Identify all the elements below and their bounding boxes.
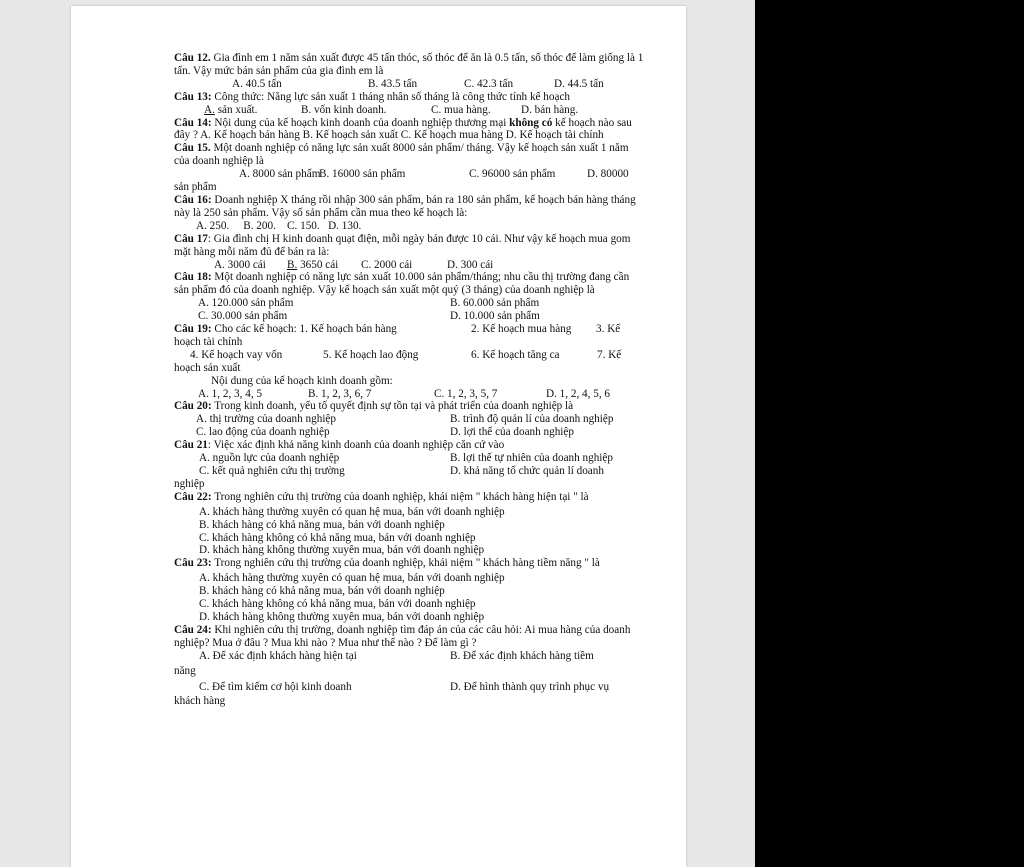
plan-item-3: 3. Kế xyxy=(596,323,621,336)
option-a: A. Để xác định khách hàng hiện tại xyxy=(199,649,357,662)
option-b: B. khách hàng có khả năng mua, bán với doanh nghiệp xyxy=(199,585,445,598)
option-c: C. 96000 sản phẩm xyxy=(469,168,556,181)
question-label: Câu 17 xyxy=(174,232,208,245)
q22-options xyxy=(174,506,644,558)
q18-options-row1 xyxy=(174,297,644,310)
option-b: 3650 cái xyxy=(297,258,339,271)
q16-options: A. 250. B. 200. C. 150. D. 130. xyxy=(196,219,362,232)
plan-item-7-continued: hoạch sản xuất xyxy=(174,361,241,374)
option-b: B. 60.000 sản phẩm xyxy=(450,297,540,310)
option-c: C. 42.3 tấn xyxy=(464,77,514,90)
question-label: Câu 24: xyxy=(174,623,212,636)
question-stem: Nội dung của kế hoạch kinh doanh gồm: xyxy=(211,374,393,387)
question-12 xyxy=(174,52,644,78)
question-emphasis: không có xyxy=(509,116,553,129)
plan-item-7: 7. Kế xyxy=(597,348,622,361)
q21-options-row1 xyxy=(174,452,644,465)
question-14 xyxy=(174,117,644,143)
option-a: A. khách hàng thường xuyên có quan hệ mua, bán với doanh nghiệp xyxy=(199,505,505,518)
question-text: Trong nghiên cứu thị trường của doanh nghiệp, khái niệm " khách hàng hiện tại " là xyxy=(211,490,589,503)
option-a: A. 1, 2, 3, 4, 5 xyxy=(198,387,263,400)
q17-options xyxy=(174,259,644,272)
question-label: Câu 22: xyxy=(174,490,212,503)
question-text: Cho các kế hoạch: 1. Kế hoạch bán hàng xyxy=(211,323,397,336)
question-22 xyxy=(174,491,644,504)
q20-options-row2 xyxy=(174,426,644,439)
option-b: B. lợi thế tự nhiên của doanh nghiệp xyxy=(450,452,613,465)
question-label: Câu 23: xyxy=(174,557,212,570)
option-c: C. khách hàng không có khả năng mua, bán với doanh nghiệp xyxy=(199,598,476,611)
option-b-continued: năng xyxy=(174,664,196,677)
q12-options xyxy=(174,78,644,91)
question-label: Câu 19: xyxy=(174,323,212,336)
question-15 xyxy=(174,142,644,168)
option-d: D. Để hình thành quy trình phục vụ xyxy=(450,680,610,693)
question-19 xyxy=(174,323,644,336)
plan-item-3-continued: hoạch tài chính xyxy=(174,335,243,348)
document-content xyxy=(174,52,644,708)
question-text: Công thức: Năng lực sản xuất 1 tháng nhân số tháng là công thức tính kế hoạch xyxy=(211,90,571,103)
option-b: B. vốn kinh doanh. xyxy=(301,103,387,116)
question-label: Câu 15. xyxy=(174,142,211,155)
option-b: B. trình độ quản lí của doanh nghiệp xyxy=(450,413,614,426)
option-c: C. mua hàng. xyxy=(431,103,491,116)
option-b: B. Để xác định khách hàng tiềm xyxy=(450,649,594,662)
question-18 xyxy=(174,271,644,297)
option-a: A. 8000 sản phẩm xyxy=(239,168,321,181)
option-a-letter: A. xyxy=(204,103,215,116)
option-a: A. khách hàng thường xuyên có quan hệ mua, bán với doanh nghiệp xyxy=(199,572,505,585)
q23-options xyxy=(174,572,644,624)
question-text: Gia đình em 1 năm sản xuất được 45 tấn thóc, số thóc để ăn là 0.5 tấn, số thóc để làm giống là 1 tấn. Vậy mức bán sản phẩm của gia đình em là xyxy=(174,52,644,77)
side-panel-dark xyxy=(755,0,1024,867)
question-13 xyxy=(174,91,644,104)
question-16 xyxy=(174,194,644,220)
option-b: B. 43.5 tấn xyxy=(368,77,418,90)
question-text: Khi nghiên cứu thị trường, doanh nghiệp tìm đáp án của các câu hỏi: Ai mua hàng của doanh nghiệp? Mua ở đâu ? Mua khi nào ? Mua như thế nào ? Để làm gì ? xyxy=(174,623,631,649)
option-d: D. 44.5 tấn xyxy=(554,77,604,90)
question-text: Trong nghiên cứu thị trường của doanh nghiệp, khái niệm " khách hàng tiềm năng " là xyxy=(211,557,600,570)
option-d: D. khả năng tổ chức quản lí doanh xyxy=(450,465,604,477)
question-text: Nội dung của kế hoạch kinh doanh của doanh nghiệp thương mại xyxy=(211,116,510,129)
plan-item-2: 2. Kế hoạch mua hàng xyxy=(471,323,572,336)
q20-options-row1 xyxy=(174,413,644,426)
option-a: A. 40.5 tấn xyxy=(232,77,282,90)
option-a: A. 3000 cái xyxy=(214,258,266,271)
question-23 xyxy=(174,557,644,570)
plan-item-6: 6. Kế hoạch tăng ca xyxy=(471,348,560,361)
option-b-letter: B. xyxy=(287,258,298,271)
option-c: C. Để tìm kiếm cơ hội kinh doanh xyxy=(199,680,352,693)
option-d: D. 10.000 sản phẩm xyxy=(450,310,540,323)
option-b: B. 16000 sản phẩm xyxy=(319,168,406,181)
option-d-continued: nghiệp xyxy=(174,477,205,490)
option-b: B. khách hàng có khả năng mua, bán với doanh nghiệp xyxy=(199,518,445,531)
option-c: C. 1, 2, 3, 5, 7 xyxy=(434,387,498,400)
question-text: : Gia đình chị H kinh doanh quạt điện, mỗi ngày bán được 10 cái. Như vậy kế hoạch mua gom mặt hàng mỗi năm đủ để bán ra là: xyxy=(174,232,631,258)
option-c: C. 2000 cái xyxy=(361,258,413,271)
option-c: C. khách hàng không có khả năng mua, bán với doanh nghiệp xyxy=(199,531,476,544)
option-d: D. bán hàng. xyxy=(521,103,579,116)
document-page xyxy=(71,6,686,867)
question-text: Doanh nghiệp X tháng rồi nhập 300 sản phẩm, bán ra 180 sản phẩm, kế hoạch bán hàng tháng này là 250 sản phẩm. Vậy số sản phẩm cần mua theo kế hoạch là: xyxy=(174,193,636,219)
question-label: Câu 18: xyxy=(174,271,212,284)
option-d: D. 300 cái xyxy=(447,258,494,271)
q21-options-row2 xyxy=(174,465,644,478)
option-d-continued: khách hàng xyxy=(174,695,226,708)
question-text-continued: kế hoạch nào sau đây ? A. Kế hoạch bán hàng B. Kế hoạch sản xuất C. Kế hoạch mua hàng D. Kế hoạch tài chính xyxy=(174,116,632,142)
question-17 xyxy=(174,233,644,259)
option-c: C. lao động của doanh nghiệp xyxy=(196,426,330,439)
question-label: Câu 20: xyxy=(174,400,212,413)
option-c: C. kết quả nghiên cứu thị trường xyxy=(199,465,345,477)
option-c: C. 30.000 sản phẩm xyxy=(198,310,288,323)
q18-options-row2 xyxy=(174,310,644,323)
question-label: Câu 14: xyxy=(174,116,212,129)
question-24 xyxy=(174,624,644,650)
question-label: Câu 12. xyxy=(174,52,211,64)
question-text: Một doanh nghiệp có năng lực sản xuất 10.000 sản phẩm/tháng; nhu cầu thị trường đang cần sản phẩm đó của doanh nghiệp. Vậy kế hoạch sản xuất một quý (3 tháng) của doanh nghiệp là xyxy=(174,271,630,297)
question-text: Một doanh nghiệp có năng lực sản xuất 8000 sản phẩm/ tháng. Vậy kế hoạch sản xuất 1 năm của doanh nghiệp là xyxy=(174,142,629,168)
option-a: A. thị trường của doanh nghiệp xyxy=(196,413,336,426)
q15-options xyxy=(174,168,644,181)
plan-item-4: 4. Kế hoạch vay vốn xyxy=(190,348,283,361)
option-a: sản xuất. xyxy=(214,103,258,116)
option-a: A. 120.000 sản phẩm xyxy=(198,297,294,310)
question-text: : Việc xác định khả năng kinh doanh của doanh nghiệp căn cứ vào xyxy=(207,439,505,452)
q19-options xyxy=(174,388,644,401)
plan-item-5: 5. Kế hoạch lao động xyxy=(323,348,419,361)
option-b: B. 1, 2, 3, 6, 7 xyxy=(308,387,372,400)
q13-options xyxy=(174,104,644,117)
option-d: D. 1, 2, 4, 5, 6 xyxy=(546,387,611,400)
q24-options-row1 xyxy=(174,650,644,663)
question-21 xyxy=(174,439,644,452)
option-d: D. lợi thế của doanh nghiệp xyxy=(450,426,574,439)
option-d: D. khách hàng không thường xuyên mua, bán với doanh nghiệp xyxy=(199,610,485,623)
q19-plan-items xyxy=(174,349,644,362)
option-d-continued: sản phẩm xyxy=(174,181,217,194)
option-d: D. 80000 xyxy=(587,168,629,181)
question-text: Trong kinh doanh, yếu tố quyết định sự tồn tại và phát triển của doanh nghiệp là xyxy=(211,400,574,413)
q24-options-row2 xyxy=(174,681,644,694)
option-a: A. nguồn lực của doanh nghiệp xyxy=(199,452,340,465)
question-20 xyxy=(174,400,644,413)
option-d: D. khách hàng không thường xuyên mua, bán với doanh nghiệp xyxy=(199,544,485,557)
question-label: Câu 21 xyxy=(174,439,208,452)
question-label: Câu 16: xyxy=(174,193,212,206)
question-label: Câu 13: xyxy=(174,90,212,103)
